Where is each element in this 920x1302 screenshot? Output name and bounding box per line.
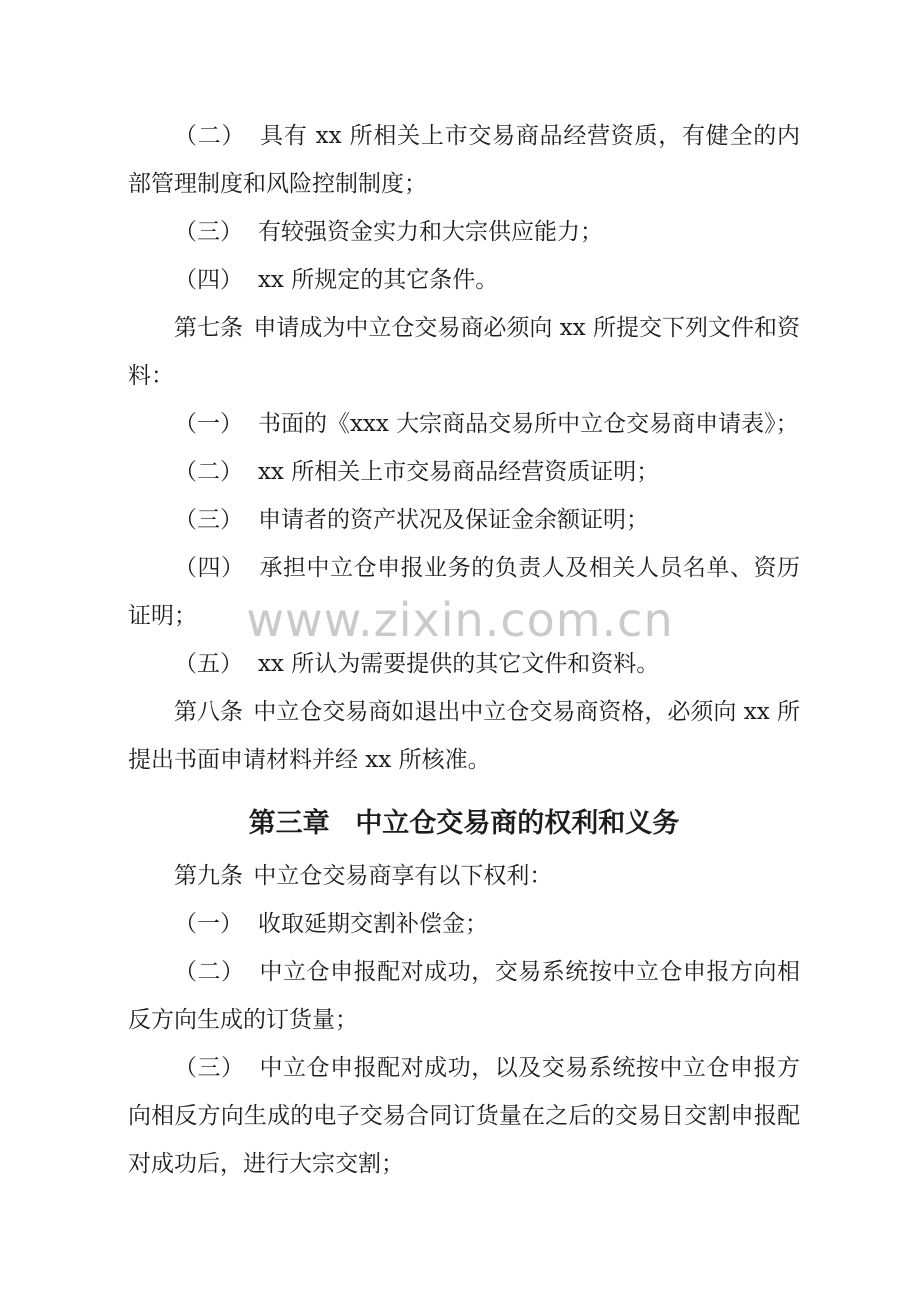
clause-number: （二） <box>174 123 246 149</box>
clause-number: （二） <box>174 459 243 485</box>
clause-number: （一） <box>174 411 243 437</box>
paragraph <box>128 1044 800 1188</box>
paragraph <box>128 852 800 900</box>
clause-text: xx 所规定的其它条件。 <box>257 267 499 293</box>
clause-text: 收取延期交割补偿金； <box>257 911 488 937</box>
clause-text: 具有 xx 所相关上市交易商品经营资质，有健全的内部管理制度和风险控制制度； <box>128 123 800 197</box>
clause-number: （四） <box>174 555 245 581</box>
article-text: 中立仓交易商如退出中立仓交易商资格，必须向 xx 所提出书面申请材料并经 xx 所核准。 <box>128 699 800 773</box>
clause-number: （三） <box>174 219 243 245</box>
paragraph <box>128 948 800 1044</box>
paragraph <box>128 640 800 688</box>
document-body <box>128 112 800 1188</box>
clause-number: （五） <box>174 651 243 677</box>
clause-text: 中立仓申报配对成功，交易系统按中立仓申报方向相反方向生成的订货量； <box>128 959 801 1033</box>
chapter-title: 中立仓交易商的权利和义务 <box>355 808 680 839</box>
clause-number: （三） <box>174 507 243 533</box>
clause-text: 中立仓申报配对成功，以及交易系统按中立仓申报方向相反方向生成的电子交易合同订货量在之后的交易日交割申报配对成功后，进行大宗交割； <box>128 1055 801 1177</box>
article-text: 申请成为中立仓交易商必须向 xx 所提交下列文件和资料： <box>128 315 800 389</box>
clause-text: 有较强资金实力和大宗供应能力； <box>257 219 603 245</box>
paragraph <box>128 400 800 448</box>
paragraph <box>128 208 800 256</box>
clause-number: （四） <box>174 267 243 293</box>
chapter-heading <box>128 800 800 848</box>
paragraph <box>128 496 800 544</box>
clause-text: 书面的《xxx 大宗商品交易所中立仓交易商申请表》； <box>257 411 799 437</box>
clause-text: xx 所认为需要提供的其它文件和资料。 <box>257 651 660 677</box>
clause-number: （一） <box>174 911 243 937</box>
paragraph <box>128 544 800 640</box>
paragraph <box>128 256 800 304</box>
paragraph <box>128 688 800 784</box>
paragraph <box>128 112 800 208</box>
clause-number: （二） <box>174 959 245 985</box>
clause-text: 申请者的资产状况及保证金余额证明； <box>257 507 649 533</box>
article-number: 第八条 <box>174 699 244 725</box>
chapter-number: 第三章 <box>248 808 330 839</box>
paragraph <box>128 304 800 400</box>
watermark: www.zixin.com.cn <box>246 593 674 647</box>
clause-text: 承担中立仓申报业务的负责人及相关人员名单、资历证明； <box>128 555 801 629</box>
article-number: 第七条 <box>174 315 244 341</box>
clause-number: （三） <box>174 1055 245 1081</box>
clause-text: xx 所相关上市交易商品经营资质证明； <box>257 459 660 485</box>
article-number: 第九条 <box>174 863 243 889</box>
paragraph <box>128 448 800 496</box>
paragraph <box>128 900 800 948</box>
article-text: 中立仓交易商享有以下权利： <box>253 863 553 889</box>
